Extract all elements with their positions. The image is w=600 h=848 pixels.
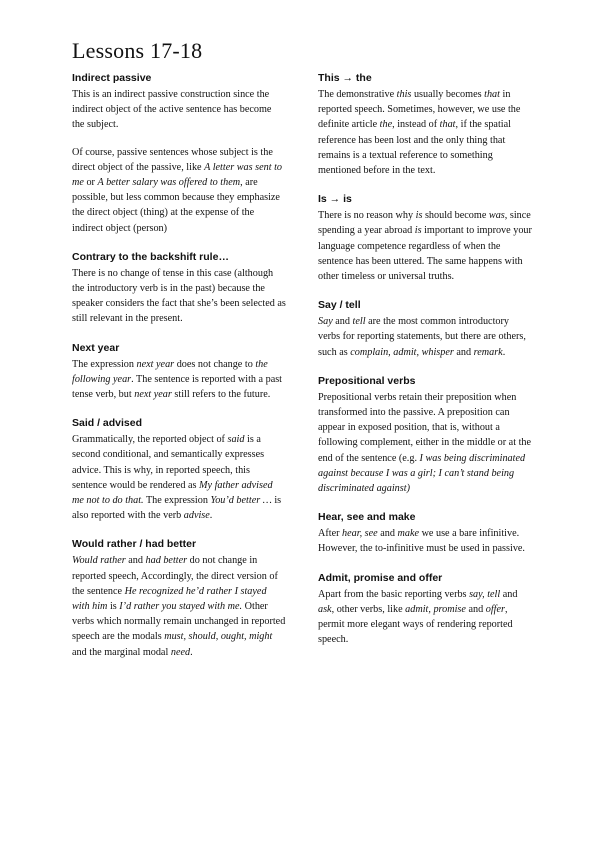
- section-paragraph: [72, 87, 286, 133]
- text-run: still refers to the future.: [171, 389, 271, 401]
- section-paragraph: [318, 314, 532, 360]
- italic-text: My father advised me not to do that.: [72, 479, 273, 507]
- italic-text: tell: [352, 316, 366, 328]
- section: [318, 375, 532, 496]
- text-run: are the most common introductory verbs for reporting statements, but there are others, such as: [318, 316, 526, 358]
- section-paragraph: [318, 390, 532, 496]
- text-run: do not change in reported speech, Accordingly, the direct version of the sentence: [72, 555, 278, 597]
- italic-text: advise: [183, 510, 210, 522]
- italic-text: was: [488, 210, 505, 222]
- text-run: does not change to: [174, 358, 256, 370]
- section-heading: Next year: [72, 341, 120, 354]
- text-run: important to improve your language competence regardless of when the sentence has been uttered. The same happens with other timeless or universal truths.: [318, 225, 532, 283]
- text-run: is: [107, 601, 120, 613]
- text-run: , other verbs, like: [331, 603, 406, 615]
- italic-text: Say: [318, 316, 333, 328]
- italic-text: hear, see: [342, 528, 378, 540]
- text-run: Prepositional verbs retain their preposition when transformed into the passive. A preposition can appear in exposed position, that is, without a following complement, either in the middle or at the end of the sentence (e.g.: [318, 391, 532, 464]
- section-paragraph: [72, 266, 286, 327]
- text-run: is a second conditional, and semantically expresses advice. This is why, in reported speech, this sentence would be rendered as: [72, 434, 265, 491]
- text-run: Apart from the basic reporting verbs: [318, 588, 470, 600]
- section: [318, 193, 532, 284]
- text-run: Of course, passive sentences whose subject is the direct object of the passive, like: [72, 146, 273, 173]
- italic-text: A letter was sent to me: [72, 161, 283, 189]
- section-paragraph: [72, 357, 286, 403]
- text-run: and: [332, 316, 353, 328]
- italic-text: A better salary was offered to them: [97, 177, 241, 189]
- section-paragraph: [72, 145, 286, 236]
- text-run: .: [190, 646, 193, 658]
- text-run: The expression: [143, 495, 211, 507]
- left-column: [72, 72, 286, 675]
- text-run: and: [453, 346, 474, 358]
- section-heading: Would rather / had better: [72, 538, 197, 551]
- text-run: , permit more elegant ways of rendering reported speech.: [318, 603, 513, 646]
- section-paragraph: [318, 526, 532, 556]
- text-run: Grammatically, the reported object of: [72, 434, 228, 446]
- right-column: [318, 72, 532, 662]
- italic-text: remark: [473, 346, 503, 358]
- section-heading: Said / advised: [72, 417, 143, 430]
- text-run: and the marginal modal: [72, 646, 171, 658]
- section: [72, 417, 286, 523]
- section-paragraph: [72, 432, 286, 523]
- section-heading: This → the: [318, 72, 372, 84]
- section-heading: Is → is: [318, 193, 352, 206]
- text-run: After: [318, 528, 343, 540]
- italic-text: is: [415, 210, 423, 222]
- text-run: , are possible, but less common because they emphasize the direct object (thing) at the expense of the indirect object (person): [72, 177, 280, 234]
- section: [318, 299, 532, 360]
- section-heading: Contrary to the backshift rule…: [72, 250, 229, 263]
- page-title: Lessons 17-18: [72, 38, 203, 63]
- section-heading: Hear, see and make: [318, 511, 416, 524]
- italic-text: say, tell: [469, 588, 501, 600]
- italic-text: I was being discriminated against because I was a girl; I can’t stand being discriminated against): [318, 452, 526, 495]
- text-run: should become: [422, 210, 489, 222]
- section: [72, 342, 286, 403]
- text-run: . The sentence is reported with a past tense verb, but: [72, 373, 283, 401]
- section-paragraph: [72, 553, 286, 659]
- italic-text: next year: [136, 358, 175, 370]
- section-paragraph: [318, 87, 532, 178]
- text-run: Other verbs which normally remain unchanged in reported speech are the modals: [72, 601, 286, 643]
- section-heading: Indirect passive: [72, 72, 152, 84]
- text-run: , if the spatial reference has been lost and the only thing that remains is a textual reference to something mentioned before in the text.: [318, 119, 511, 177]
- italic-text: the following year: [72, 358, 268, 385]
- italic-text: Would rather: [72, 555, 126, 567]
- section: [72, 251, 286, 327]
- section-heading: Say / tell: [318, 299, 361, 312]
- italic-text: the: [379, 119, 393, 131]
- italic-text: You’d better …: [210, 495, 272, 507]
- text-run: .: [209, 510, 213, 522]
- text-run: There is no reason why: [318, 210, 416, 222]
- section-heading: Prepositional verbs: [318, 374, 416, 387]
- text-run: or: [83, 177, 98, 189]
- italic-text: complain, admit, whisper: [350, 346, 454, 358]
- text-run: and: [377, 528, 398, 540]
- text-run: and: [500, 588, 518, 600]
- italic-text: need: [170, 646, 191, 658]
- text-run: and: [125, 555, 146, 567]
- italic-text: admit, promise: [405, 603, 466, 615]
- italic-text: is: [414, 225, 422, 237]
- italic-text: said: [227, 434, 245, 446]
- section: [72, 538, 286, 659]
- text-run: , since spending a year abroad: [318, 210, 531, 237]
- text-run: There is no change of tense in this case (although the introductory verb is in the past) because the speaker considers the fact that she’s been selected as still relevant in the present.: [72, 267, 286, 325]
- italic-text: must, should, ought, might: [164, 631, 273, 643]
- italic-text: next year: [134, 389, 172, 401]
- section-heading: Admit, promise and offer: [318, 571, 443, 584]
- italic-text: ask: [318, 603, 332, 615]
- italic-text: offer: [485, 603, 505, 615]
- text-run: .: [502, 346, 506, 358]
- italic-text: He recognized he’d rather I stayed with him: [72, 585, 267, 613]
- section: [72, 72, 286, 236]
- text-run: is also reported with the verb: [72, 495, 282, 522]
- text-run: , instead of: [392, 119, 440, 131]
- section-paragraph: [318, 208, 532, 284]
- text-run: The demonstrative: [318, 89, 397, 100]
- italic-text: I’d rather you stayed with me.: [119, 601, 243, 613]
- text-run: usually becomes: [411, 89, 485, 100]
- text-run: and: [465, 603, 486, 615]
- section: [318, 511, 532, 556]
- italic-text: that: [439, 119, 456, 131]
- italic-text: had better: [145, 555, 188, 567]
- italic-text: that: [484, 89, 500, 100]
- section: [318, 572, 532, 648]
- section-paragraph: [318, 587, 532, 648]
- section: [318, 72, 532, 178]
- text-run: The expression: [72, 358, 137, 370]
- text-run: This is an indirect passive construction since the indirect object of the active sentence has become the subject.: [72, 89, 272, 131]
- text-run: in reported speech. Sometimes, however, we use the definite article: [318, 89, 521, 131]
- italic-text: this: [396, 89, 412, 100]
- italic-text: make: [397, 528, 420, 540]
- text-run: we use a bare infinitive. However, the to-infinitive must be used in passive.: [318, 528, 525, 555]
